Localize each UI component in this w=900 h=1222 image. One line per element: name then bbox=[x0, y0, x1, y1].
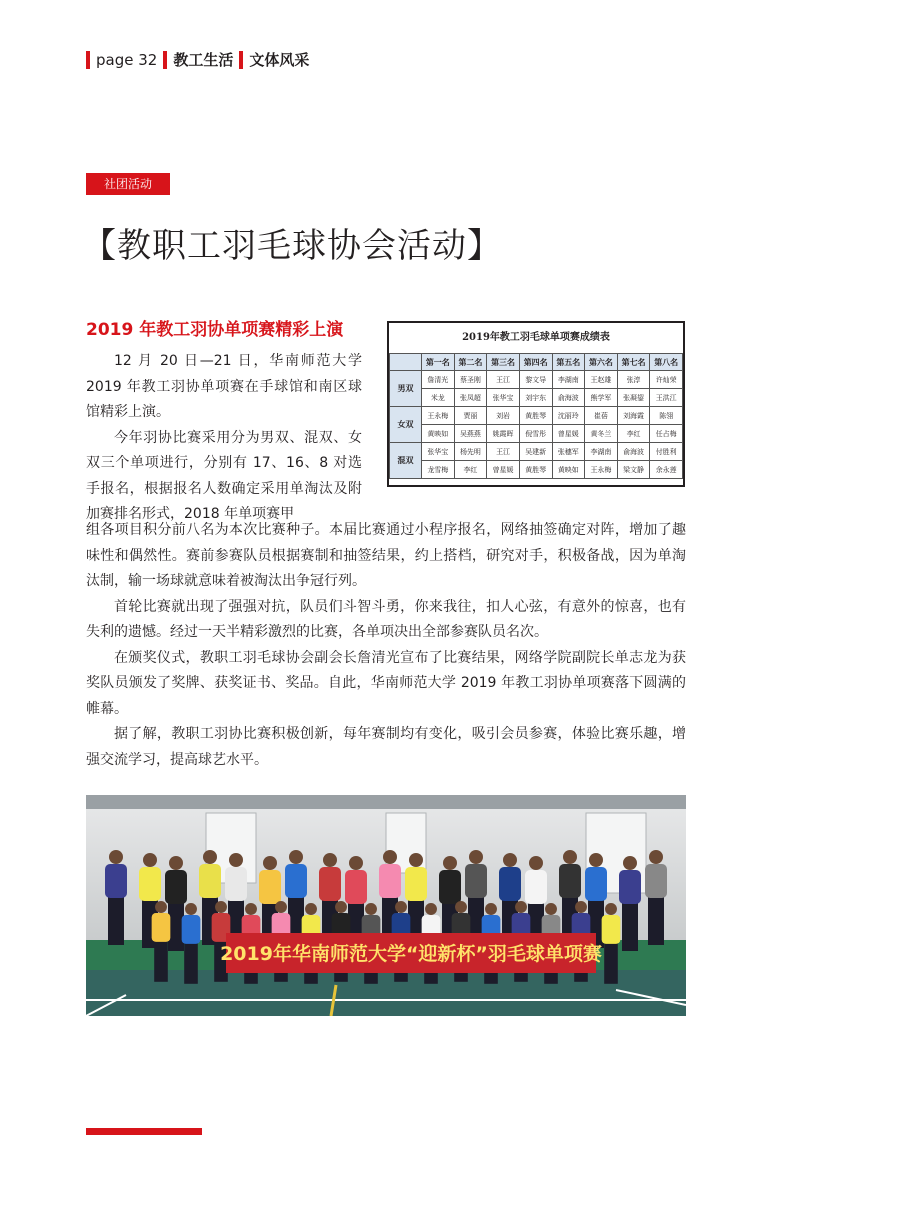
player-name: 熊学军 bbox=[585, 389, 618, 407]
ceiling-beam bbox=[86, 795, 686, 809]
rank-header: 第八名 bbox=[650, 354, 683, 371]
player-name: 王洪江 bbox=[650, 389, 683, 407]
player-name: 李红 bbox=[617, 425, 650, 443]
paragraph: 首轮比赛就出现了强强对抗，队员们斗智斗勇，你来我往，扣人心弦，有意外的惊喜，也有失利的遗憾。经过一天半精彩激烈的比赛，各单项决出全部参赛队员名次。 bbox=[86, 598, 686, 640]
player-name: 杨先明 bbox=[454, 443, 487, 461]
player-name: 黄映如 bbox=[552, 461, 585, 479]
player-name: 沈丽玲 bbox=[552, 407, 585, 425]
player-name: 王江 bbox=[487, 443, 520, 461]
paragraph: 12 月 20 日—21 日，华南师范大学 2019 年教工羽协单项赛在手球馆和南区球馆精彩上演。 bbox=[86, 353, 362, 420]
paragraph: 据了解，教职工羽协比赛积极创新，每年赛制均有变化，吸引会员参赛，体验比赛乐趣，增强交流学习，提高球艺水平。 bbox=[86, 726, 686, 768]
player-name: 黄胜琴 bbox=[519, 407, 552, 425]
player-name: 刘海霞 bbox=[617, 407, 650, 425]
player-name: 姚霞晖 bbox=[487, 425, 520, 443]
player-name: 詹清光 bbox=[422, 371, 455, 389]
player-name: 王永梅 bbox=[585, 461, 618, 479]
article-subhead: 2019 年教工羽协单项赛精彩上演 bbox=[86, 320, 344, 340]
paragraph: 组各项目积分前八名为本次比赛种子。本届比赛通过小程序报名，网络抽签确定对阵，增加了趣味性和偶然性。赛前参赛队员根据赛制和抽签结果，约上搭档，研究对手，积极备战，因为单淘汰制，输一场球就意味着被淘汰出争冠行列。 bbox=[86, 522, 686, 589]
rank-header: 第四名 bbox=[519, 354, 552, 371]
table-row bbox=[390, 371, 683, 389]
player-name: 张淳 bbox=[617, 371, 650, 389]
player-name: 黎文导 bbox=[519, 371, 552, 389]
player-name: 付胜利 bbox=[650, 443, 683, 461]
player-name: 王赵雄 bbox=[585, 371, 618, 389]
event-name: 女双 bbox=[390, 407, 422, 443]
table-row bbox=[390, 425, 683, 443]
rank-header: 第二名 bbox=[454, 354, 487, 371]
rank-header: 第七名 bbox=[617, 354, 650, 371]
player-name: 吴建新 bbox=[519, 443, 552, 461]
player-name: 张华宝 bbox=[422, 443, 455, 461]
court-mat bbox=[86, 970, 686, 1016]
paragraph: 在颁奖仪式，教职工羽毛球协会副会长詹清光宣布了比赛结果，网络学院副院长单志龙为获奖队员颁发了奖牌、获奖证书、奖品。自此，华南师范大学 2019 年教工羽协单项赛落下圆满的帷幕。 bbox=[86, 649, 686, 717]
player-name: 李湖南 bbox=[585, 443, 618, 461]
player-name: 张凤超 bbox=[454, 389, 487, 407]
player-name: 陈翎 bbox=[650, 407, 683, 425]
header-bar bbox=[163, 51, 167, 69]
player-name: 张穗军 bbox=[552, 443, 585, 461]
player-name: 余永莲 bbox=[650, 461, 683, 479]
player-name: 张华宝 bbox=[487, 389, 520, 407]
table-row bbox=[390, 461, 683, 479]
table-row bbox=[390, 389, 683, 407]
group-photo-illustration bbox=[86, 795, 686, 1016]
player-name: 贾丽 bbox=[454, 407, 487, 425]
rank-header: 第五名 bbox=[552, 354, 585, 371]
player-name: 张凝鋆 bbox=[617, 389, 650, 407]
player-name: 黄胜琴 bbox=[519, 461, 552, 479]
player-name: 王永梅 bbox=[422, 407, 455, 425]
table-header-row bbox=[390, 354, 683, 371]
subsection-name: 文体风采 bbox=[249, 51, 310, 69]
results-table bbox=[387, 321, 685, 487]
player-name: 蔡圣刚 bbox=[454, 371, 487, 389]
corner-cell bbox=[390, 354, 422, 371]
group-photo bbox=[86, 795, 686, 1016]
player-name: 任占梅 bbox=[650, 425, 683, 443]
page-number: page 32 bbox=[96, 51, 158, 69]
player-name: 许灿荣 bbox=[650, 371, 683, 389]
player-name: 曾星媛 bbox=[552, 425, 585, 443]
player-name: 吴燕燕 bbox=[454, 425, 487, 443]
event-name: 男双 bbox=[390, 371, 422, 407]
category-tag: 社团活动 bbox=[86, 173, 170, 195]
article-title: 【教职工羽毛球协会活动】 bbox=[82, 226, 502, 266]
player-name: 王江 bbox=[487, 371, 520, 389]
page-header bbox=[86, 48, 315, 72]
player-name: 黄冬兰 bbox=[585, 425, 618, 443]
event-name: 混双 bbox=[390, 443, 422, 479]
player-name: 龙雪梅 bbox=[422, 461, 455, 479]
banner-text: 2019年华南师范大学“迎新杯”羽毛球单项赛 bbox=[220, 943, 602, 965]
player-name: 黄映如 bbox=[422, 425, 455, 443]
player-name: 俞海波 bbox=[617, 443, 650, 461]
player-name: 李湖南 bbox=[552, 371, 585, 389]
results-table-title: 2019年教工羽毛球单项赛成绩表 bbox=[462, 332, 610, 343]
header-bar bbox=[86, 51, 90, 69]
section-name: 教工生活 bbox=[173, 51, 234, 69]
results-grid bbox=[389, 353, 683, 479]
player-name: 米龙 bbox=[422, 389, 455, 407]
rank-header: 第一名 bbox=[422, 354, 455, 371]
player-name: 刘岩 bbox=[487, 407, 520, 425]
header-bar bbox=[239, 51, 243, 69]
player-name: 李红 bbox=[454, 461, 487, 479]
player-name: 崔蓓 bbox=[585, 407, 618, 425]
intro-column bbox=[86, 349, 362, 528]
player-name: 刘宇东 bbox=[519, 389, 552, 407]
player-name: 倪雪彤 bbox=[519, 425, 552, 443]
player-name: 曾星媛 bbox=[487, 461, 520, 479]
results-body bbox=[390, 371, 683, 479]
footer-bar bbox=[86, 1128, 202, 1135]
table-row bbox=[390, 407, 683, 425]
paragraph: 今年羽协比赛采用分为男双、混双、女双三个单项进行，分别有 17、16、8 对选手报名，根据报名人数确定采用单淘汰及附加赛排名形式，2018 年单项赛甲 bbox=[86, 429, 362, 522]
rank-header: 第三名 bbox=[487, 354, 520, 371]
player-name: 梁文静 bbox=[617, 461, 650, 479]
main-column bbox=[86, 518, 686, 773]
rank-header: 第六名 bbox=[585, 354, 618, 371]
table-row bbox=[390, 443, 683, 461]
player-name: 俞海波 bbox=[552, 389, 585, 407]
